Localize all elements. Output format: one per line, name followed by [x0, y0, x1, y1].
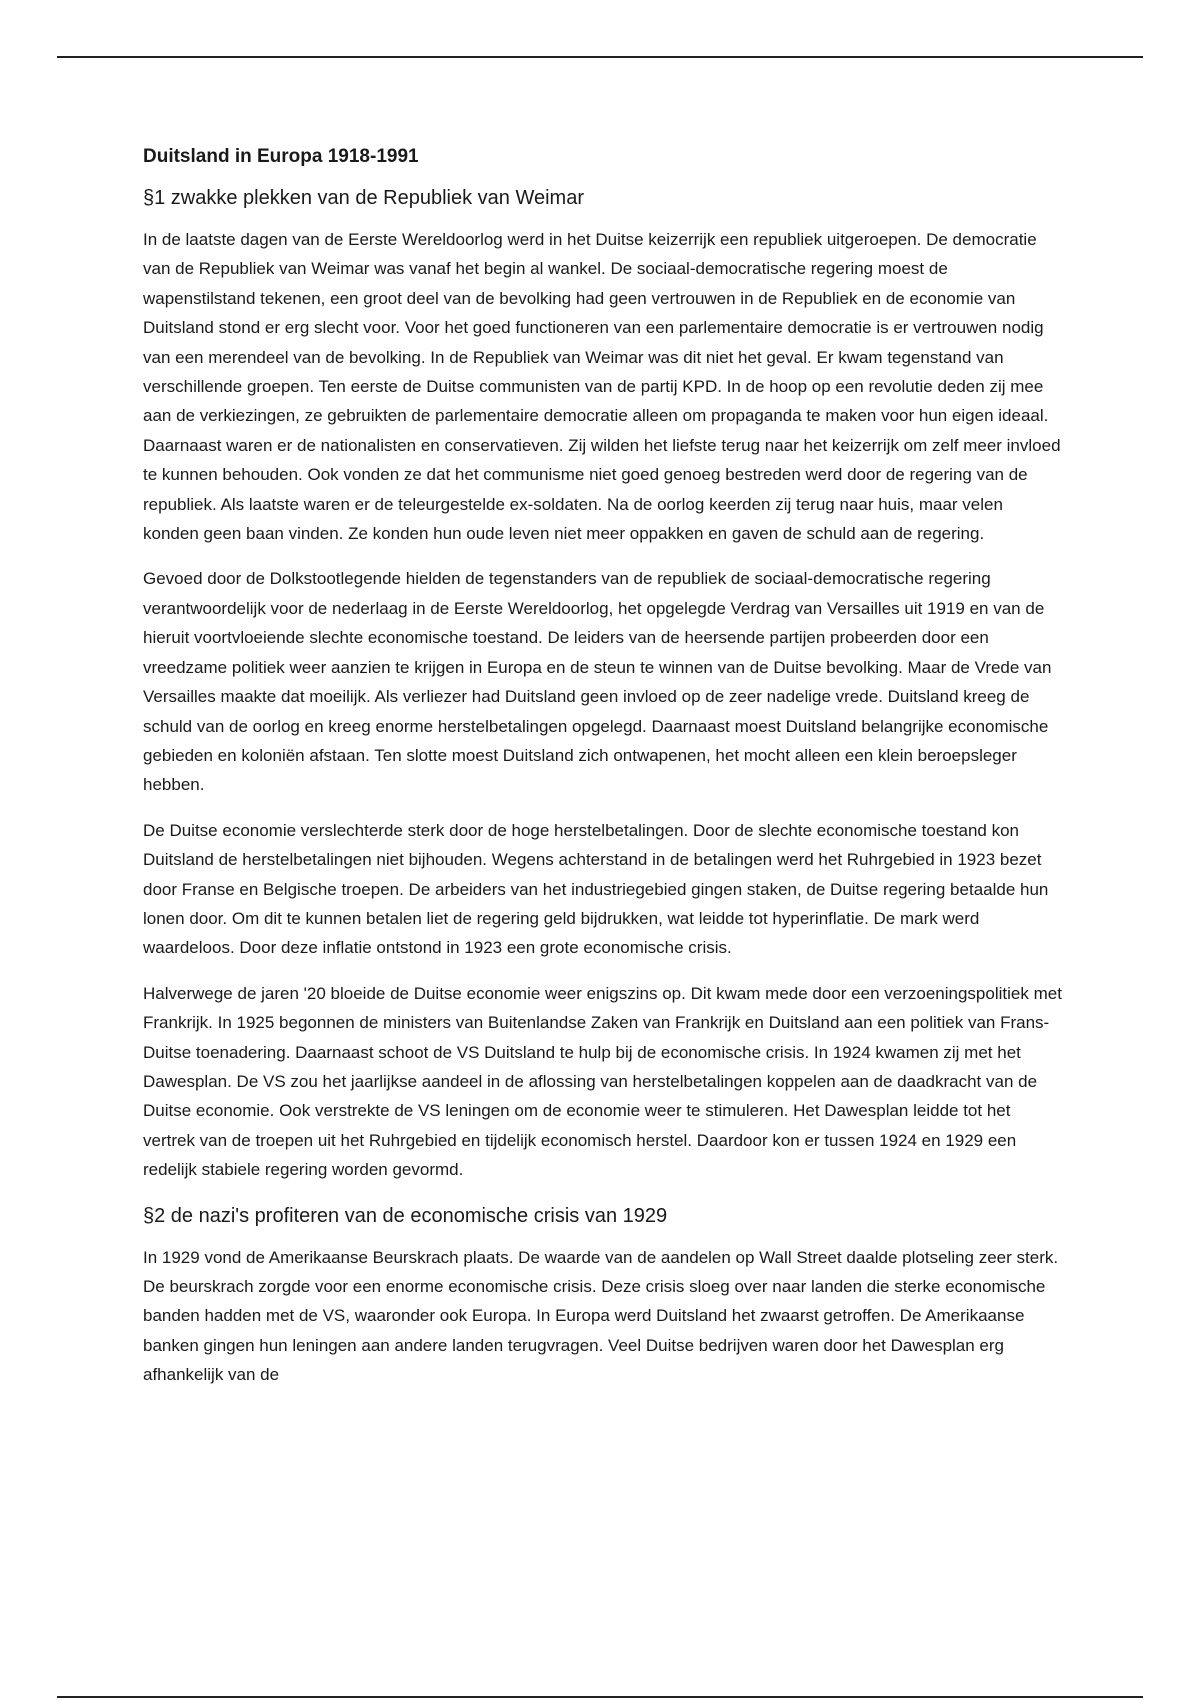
- section-1-heading: §1 zwakke plekken van de Republiek van Weimar: [143, 187, 584, 209]
- paragraph: In 1929 vond de Amerikaanse Beurskrach plaats. De waarde van de aandelen op Wall Street daalde plotseling zeer sterk. De beurskrach zorgde voor een enorme economische crisis. Deze crisis sloeg over naar landen die sterke economische banden hadden met de VS, waaronder ook Europa. In Europa werd Duitsland het zwaarst getroffen. De Amerikaanse banken gingen hun leningen aan andere landen terugvragen. Veel Duitse bedrijven waren door het Dawesplan erg afhankelijk van de: [143, 1247, 1059, 1385]
- paragraph: De Duitse economie verslechterde sterk door de hoge herstelbetalingen. Door de slechte economische toestand kon Duitsland de herstelbetalingen niet bijhouden. Wegens achterstand in de betalingen werd het Ruhrgebied in 1923 bezet door Franse en Belgische troepen. De arbeiders van het industriegebied gingen staken, de Duitse regering betaalde hun lonen door. Om dit te kunnen betalen liet de regering geld bijdrukken, wat leidde tot hyperinflatie. De mark werd waardeloos. Door deze inflatie ontstond in 1923 een grote economische crisis.: [143, 820, 1049, 958]
- header-divider: [57, 56, 1143, 58]
- footer-divider: [57, 1696, 1143, 1698]
- paragraph: Gevoed door de Dolkstootlegende hielden de tegenstanders van de republiek de sociaal-democratische regering verantwoordelijk voor de nederlaag in de Eerste Wereldoorlog, het opgelegde Verdrag van Versailles uit 1919 en van de hieruit voortvloeiende slechte economische toestand. De leiders van de heersende partijen probeerden door een vreedzame politiek weer aanzien te krijgen in Europa en de steun te winnen van de Duitse bevolking. Maar de Vrede van Versailles maakte dat moeilijk. Als verliezer had Duitsland geen invloed op de zeer nadelige vrede. Duitsland kreeg de schuld van de oorlog en kreeg enorme herstelbetalingen opgelegd. Daarnaast moest Duitsland belangrijke economische gebieden en koloniën afstaan. Ten slotte moest Duitsland zich ontwapenen, het mocht alleen een klein beroepsleger hebben.: [143, 569, 1052, 795]
- document-body: [143, 143, 1063, 1406]
- paragraph: In de laatste dagen van de Eerste Wereldoorlog werd in het Duitse keizerrijk een republiek uitgeroepen. De democratie van de Republiek van Weimar was vanaf het begin al wankel. De sociaal-democratische regering moest de wapenstilstand tekenen, een groot deel van de bevolking had geen vertrouwen in de Republiek en de economie van Duitsland stond er erg slecht voor. Voor het goed functioneren van een parlementaire democratie is er vertrouwen nodig van een merendeel van de bevolking. In de Republiek van Weimar was dit niet het geval. Er kwam tegenstand van verschillende groepen. Ten eerste de Duitse communisten van de partij KPD. In de hoop op een revolutie deden zij mee aan de verkiezingen, ze gebruikten de parlementaire democratie alleen om propaganda te maken voor hun eigen ideaal. Daarnaast waren er de nationalisten en conservatieven. Zij wilden het liefste terug naar het keizerrijk om zelf meer invloed te kunnen behouden. Ook vonden ze dat het communisme niet goed genoeg bestreden werd door de regering van de republiek. Als laatste waren er de teleurgestelde ex-soldaten. Na de oorlog keerden zij terug naar huis, maar velen konden geen baan vinden. Ze konden hun oude leven niet meer oppakken en gaven de schuld aan de regering.: [143, 230, 1061, 544]
- document-title: Duitsland in Europa 1918-1991: [143, 146, 419, 167]
- paragraph: Halverwege de jaren '20 bloeide de Duitse economie weer enigszins op. Dit kwam mede door een verzoeningspolitiek met Frankrijk. In 1925 begonnen de ministers van Buitenlandse Zaken van Frankrijk en Duitsland aan een politiek van Frans-Duitse toenadering. Daarnaast schoot de VS Duitsland te hulp bij de economische crisis. In 1924 kwamen zij met het Dawesplan. De VS zou het jaarlijkse aandeel in de aflossing van herstelbetalingen koppelen aan de daadkracht van de Duitse economie. Ook verstrekte de VS leningen om de economie weer te stimuleren. Het Dawesplan leidde tot het vertrek van de troepen uit het Ruhrgebied en tijdelijk economisch herstel. Daardoor kon er tussen 1924 en 1929 een redelijk stabiele regering worden gevormd.: [143, 983, 1062, 1180]
- section-2-heading: §2 de nazi's profiteren van de economische crisis van 1929: [143, 1204, 668, 1227]
